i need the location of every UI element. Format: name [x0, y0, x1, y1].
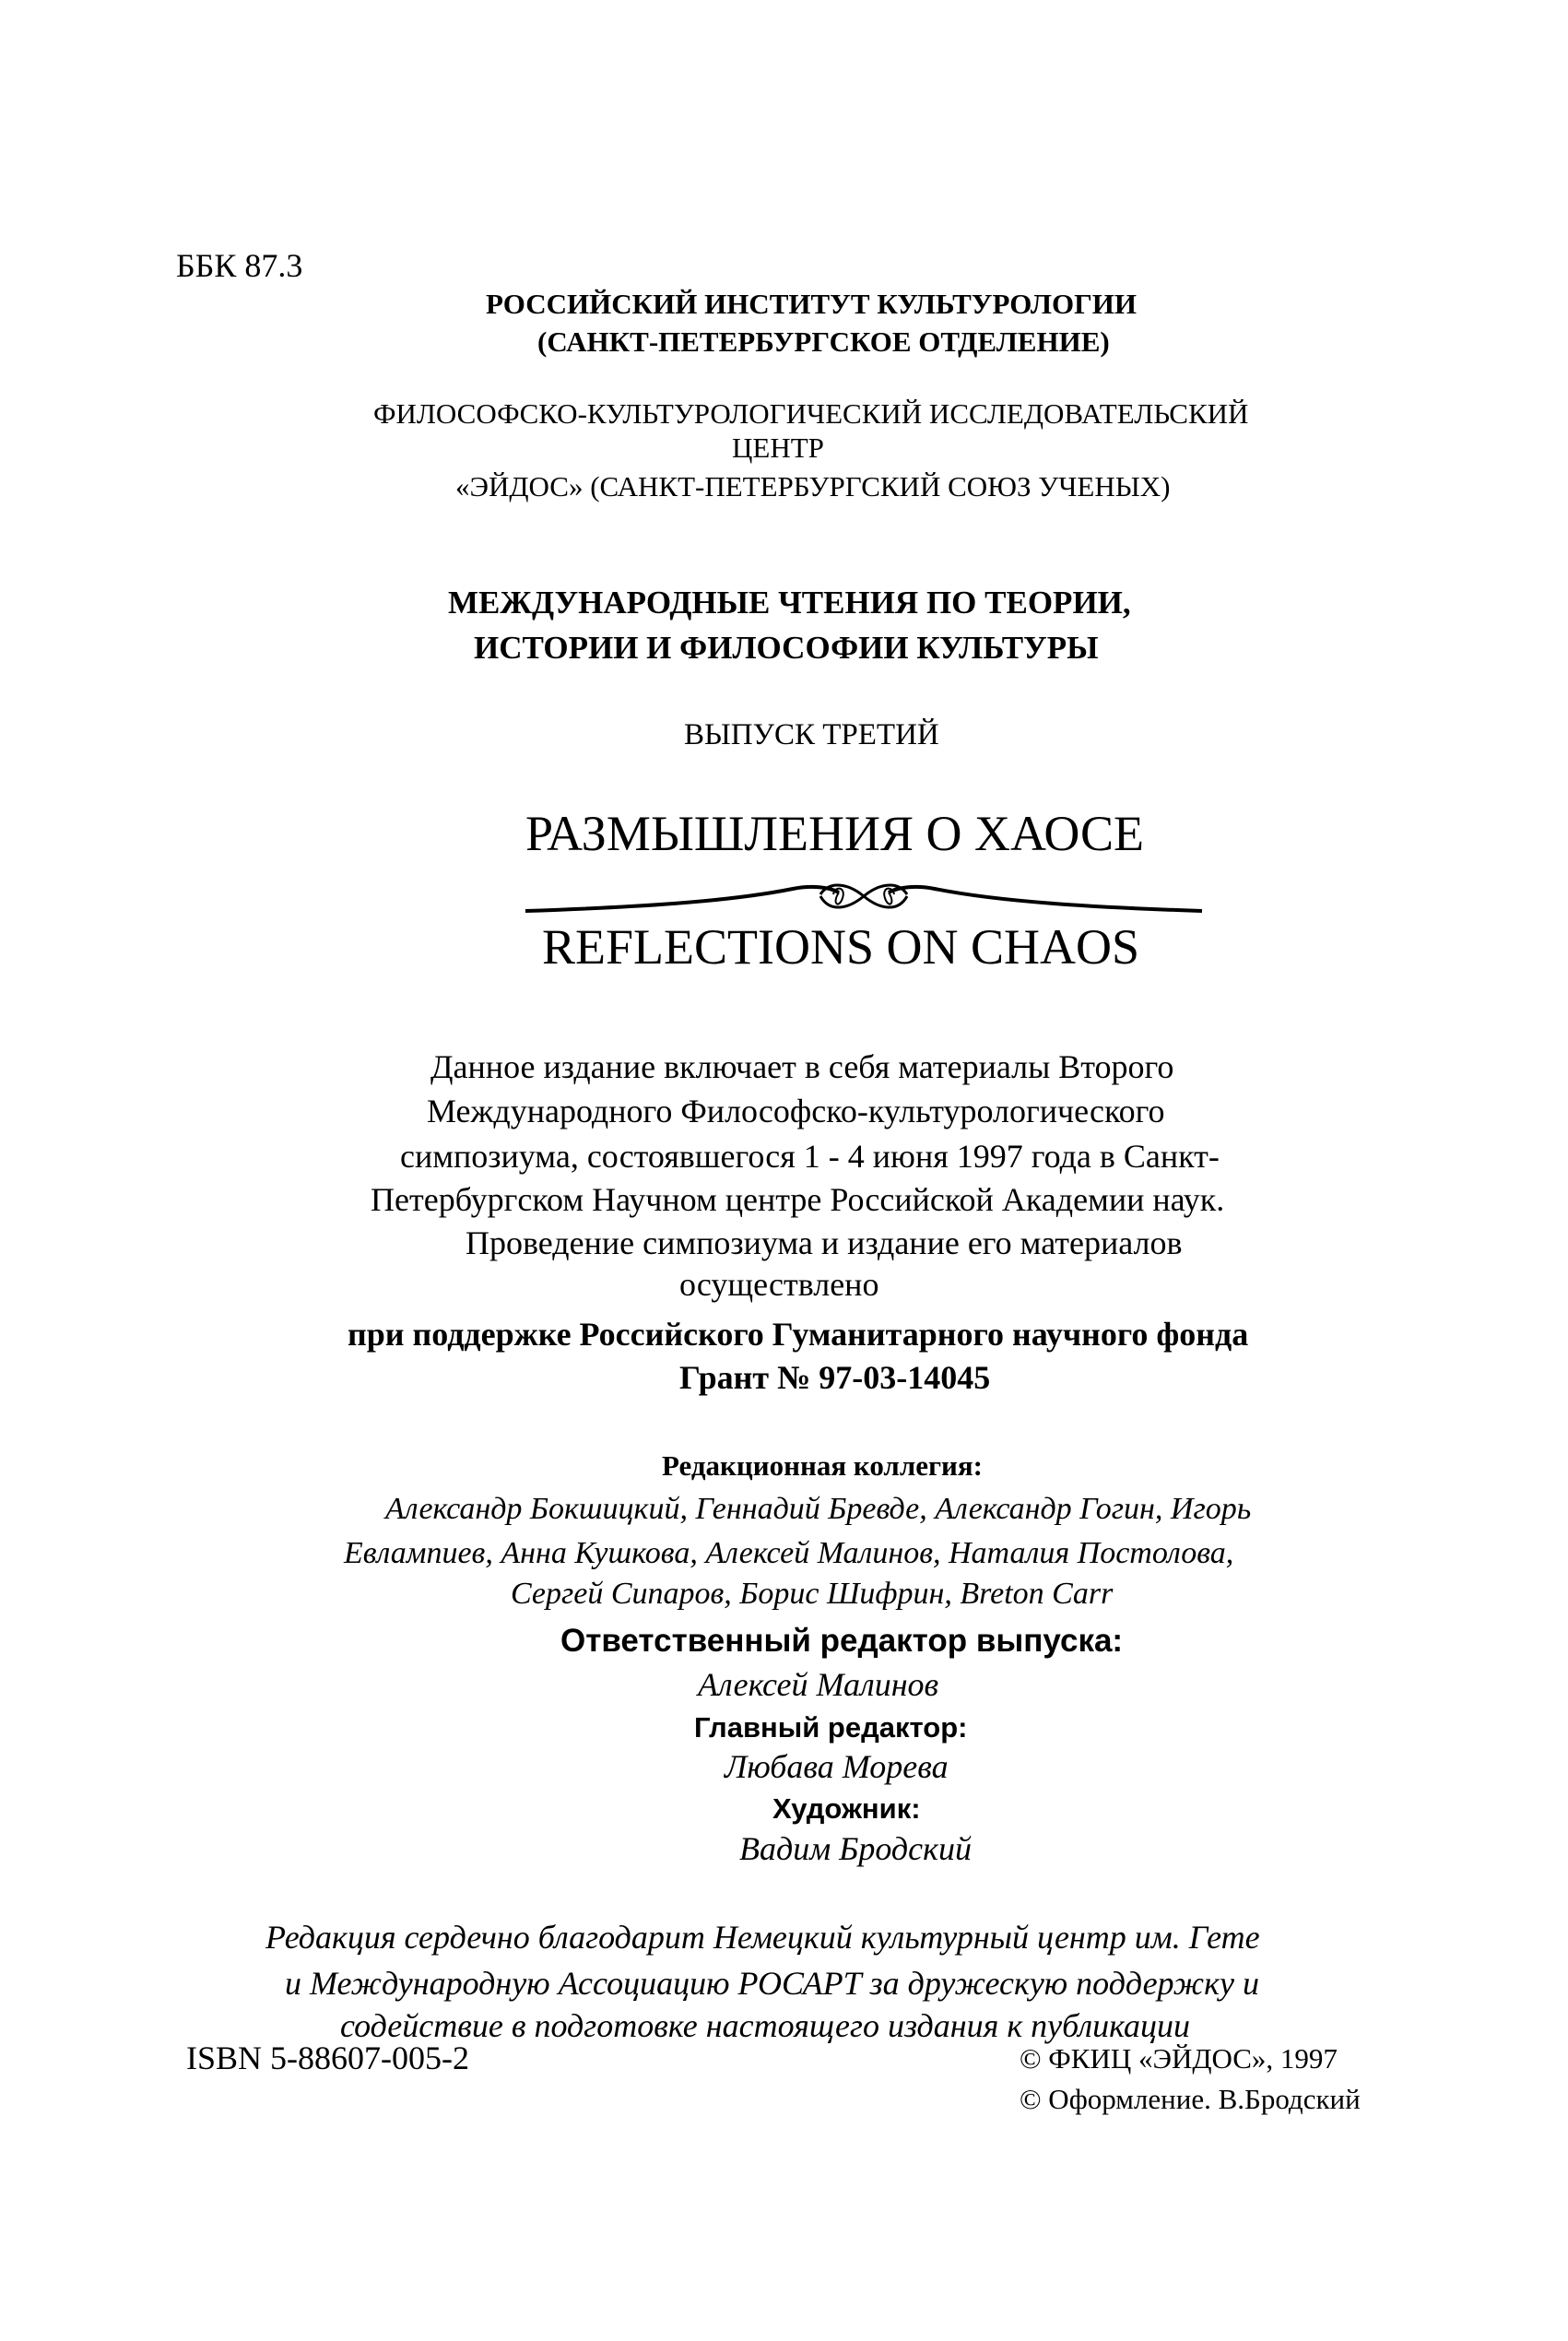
issue-editor-heading: Ответственный редактор выпуска: — [560, 1623, 1124, 1659]
center-name-line3: «ЭЙДОС» (САНКТ-ПЕТЕРБУРГСКИЙ СОЮЗ УЧЕНЫХ) — [455, 470, 1171, 502]
isbn: ISBN 5-88607-005-2 — [186, 2040, 469, 2076]
thanks-line: содействие в подготовке настоящего издания к публикации — [340, 2007, 1191, 2044]
board-names-line: Сергей Сипаров, Борис Шифрин, Breton Carr — [511, 1577, 1114, 1611]
copyright-publisher: © ФКИЦ «ЭЙДОС», 1997 — [1020, 2042, 1338, 2075]
institute-branch: (САНКТ-ПЕТЕРБУРГСКОЕ ОТДЕЛЕНИЕ) — [537, 325, 1110, 358]
ornament-divider — [525, 876, 1202, 918]
center-name-line1: ФИЛОСОФСКО-КУЛЬТУРОЛОГИЧЕСКИЙ ИССЛЕДОВАТЕЛЬСКИЙ — [373, 397, 1249, 430]
thanks-line: Редакция сердечно благодарит Немецкий культурный центр им. Гете — [265, 1919, 1260, 1956]
series-title-line2: ИСТОРИИ И ФИЛОСОФИИ КУЛЬТУРЫ — [474, 630, 1099, 666]
description-line: Международного Философско-культурологического — [427, 1093, 1165, 1129]
copyright-design: © Оформление. В.Бродский — [1020, 2083, 1361, 2115]
board-names-line: Евлампиев, Анна Кушкова, Алексей Малинов, Наталия Постолова, — [344, 1536, 1234, 1570]
description-line: симпозиума, состоявшегося 1 - 4 июня 1997 года в Санкт- — [400, 1138, 1220, 1175]
board-names-line: Александр Бокшицкий, Геннадий Бревде, Александр Гогин, Игорь — [385, 1492, 1252, 1526]
series-title-line1: МЕЖДУНАРОДНЫЕ ЧТЕНИЯ ПО ТЕОРИИ, — [448, 585, 1131, 621]
artist-name: Вадим Бродский — [739, 1830, 972, 1867]
chief-editor-name: Любава Морева — [725, 1748, 949, 1785]
thanks-line: и Международную Ассоциацию РОСАРТ за дружескую поддержку и — [285, 1965, 1259, 2002]
support-statement: при поддержке Российского Гуманитарного научного фонда — [348, 1316, 1249, 1353]
chief-editor-heading: Главный редактор: — [694, 1711, 968, 1744]
center-name-line2: ЦЕНТР — [732, 432, 824, 464]
artist-heading: Художник: — [772, 1792, 921, 1825]
description-line: Проведение симпозиума и издание его материалов — [466, 1224, 1183, 1261]
title-english: REFLECTIONS ON CHAOS — [542, 919, 1140, 975]
board-heading: Редакционная коллегия: — [662, 1449, 984, 1482]
description-line: осуществлено — [679, 1266, 879, 1303]
grant-number: Грант № 97-03-14045 — [679, 1359, 991, 1396]
description-line: Петербургском Научном центре Российской Академии наук. — [371, 1181, 1225, 1218]
institute-name: РОССИЙСКИЙ ИНСТИТУТ КУЛЬТУРОЛОГИИ — [486, 288, 1138, 320]
title-russian: РАЗМЫШЛЕНИЯ О ХАОСЕ — [525, 806, 1144, 861]
description-line: Данное издание включает в себя материалы Второго — [430, 1048, 1174, 1085]
issue-number: ВЫПУСК ТРЕТИЙ — [684, 718, 939, 751]
bbk-code: ББК 87.3 — [176, 247, 303, 284]
issue-editor-name: Алексей Малинов — [698, 1666, 939, 1703]
